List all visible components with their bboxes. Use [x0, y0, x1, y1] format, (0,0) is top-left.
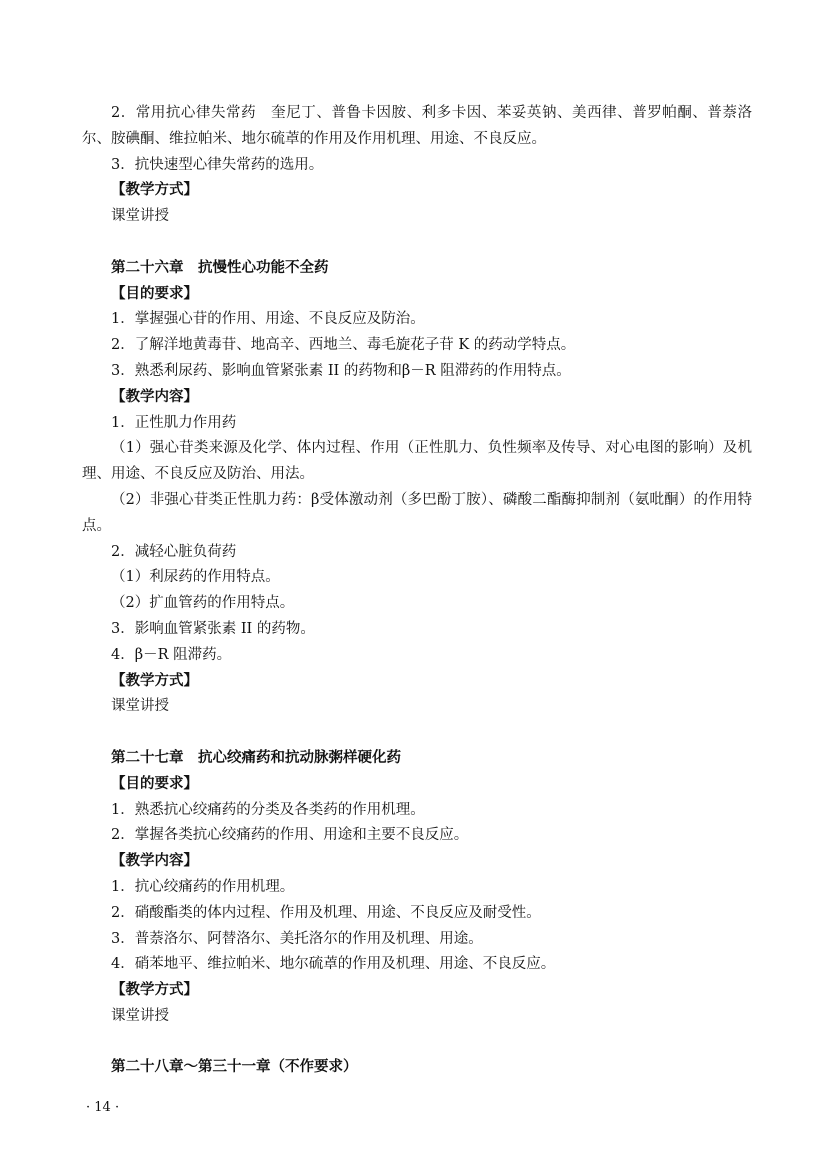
- list-item: 1．熟悉抗心绞痛药的分类及各类药的作用机理。: [111, 801, 425, 818]
- list-item: 3．影响血管紧张素 II 的药物。: [111, 620, 315, 637]
- section-label: 【目的要求】: [111, 285, 198, 302]
- list-item: 2．减轻心脏负荷药: [111, 543, 237, 560]
- chapter-title: 第二十七章 抗心绞痛药和抗动脉粥样硬化药: [111, 749, 401, 766]
- list-item: 2．硝酸酯类的体内过程、作用及机理、用途、不良反应及耐受性。: [111, 904, 541, 921]
- list-item: （2）非强心苷类正性肌力药：β受体激动剂（多巴酚丁胺）、磷酸二酯酶抑制剂（氨吡酮）的作用特点。: [82, 491, 752, 534]
- list-item: 1．掌握强心苷的作用、用途、不良反应及防治。: [111, 311, 425, 328]
- list-item: 1．抗心绞痛药的作用机理。: [111, 878, 295, 895]
- section-label: 【目的要求】: [111, 775, 198, 792]
- section-label: 【教学方式】: [111, 672, 198, 689]
- list-item: （2）扩血管药的作用特点。: [111, 595, 295, 612]
- list-item: 4．硝苯地平、维拉帕米、地尔硫䓬的作用及机理、用途、不良反应。: [111, 956, 556, 973]
- body-paragraph: 课堂讲授: [111, 1007, 169, 1024]
- section-label: 【教学方式】: [111, 182, 198, 199]
- list-item: 3．熟悉利尿药、影响血管紧张素 II 的药物和β－R 阻滞药的作用特点。: [111, 362, 571, 379]
- list-item: 4．β－R 阻滞药。: [111, 646, 232, 663]
- list-item: （1）利尿药的作用特点。: [111, 569, 280, 586]
- list-item: 3．普萘洛尔、阿替洛尔、美托洛尔的作用及机理、用途。: [111, 930, 483, 947]
- section-label: 【教学方式】: [111, 982, 198, 999]
- section-label: 【教学内容】: [111, 853, 198, 870]
- list-item: （1）强心苷类来源及化学、体内过程、作用（正性肌力、负性频率及传导、对心电图的影响）及机理、用途、不良反应及防治、用法。: [82, 440, 752, 483]
- chapter-title: 第二十八章～第三十一章（不作要求）: [111, 1059, 358, 1076]
- section-label: 【教学内容】: [111, 388, 198, 405]
- list-item: 2．了解洋地黄毒苷、地高辛、西地兰、毒毛旋花子苷 K 的药动学特点。: [111, 337, 576, 354]
- body-paragraph: 课堂讲授: [111, 208, 169, 225]
- list-item: 2．掌握各类抗心绞痛药的作用、用途和主要不良反应。: [111, 827, 469, 844]
- body-paragraph: 2．常用抗心律失常药 奎尼丁、普鲁卡因胺、利多卡因、苯妥英钠、美西律、普罗帕酮、普萘洛尔、胺碘酮、维拉帕米、地尔硫䓬的作用及作用机理、用途、不良反应。: [82, 105, 752, 147]
- body-paragraph: 3．抗快速型心律失常药的选用。: [111, 156, 324, 173]
- body-paragraph: 课堂讲授: [111, 698, 169, 715]
- list-item: 1．正性肌力作用药: [111, 414, 237, 431]
- chapter-title: 第二十六章 抗慢性心功能不全药: [111, 259, 329, 276]
- page-number: · 14 ·: [86, 1100, 120, 1115]
- page-body: [82, 101, 752, 1081]
